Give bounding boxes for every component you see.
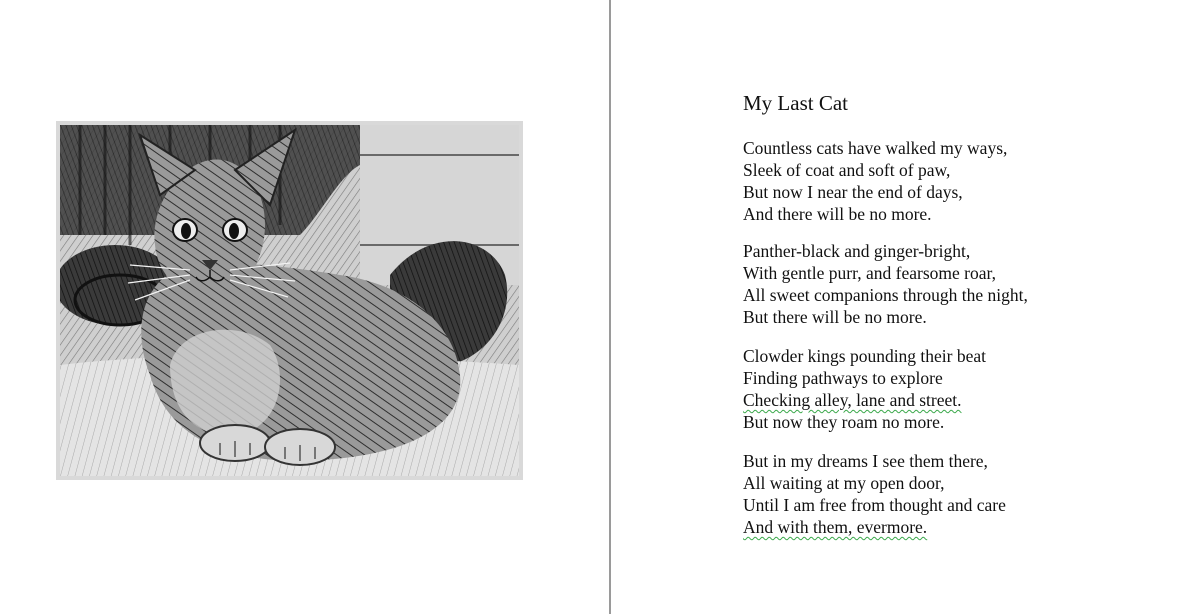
poem-line: But in my dreams I see them there, [743,451,988,471]
poem-line: Finding pathways to explore [743,368,943,388]
poem-line: Sleek of coat and soft of paw, [743,160,951,180]
poem-line: Panther-black and ginger-bright, [743,241,971,261]
poem-line: Until I am free from thought and care [743,495,1006,515]
tabby-cat-sketch-icon [60,125,519,476]
poem-line: Countless cats have walked my ways, [743,138,1008,158]
poem-line: And there will be no more. [743,204,932,224]
poem-line: With gentle purr, and fearsome roar, [743,263,996,283]
poem-line-spellcheck: And with them, evermore. [743,517,928,537]
poem-line: But there will be no more. [743,307,927,327]
poem-line: All waiting at my open door, [743,473,945,493]
poem-title: My Last Cat [743,91,848,115]
poem-line-spellcheck: Checking alley, lane and street. [743,390,962,410]
poem-line: But now they roam no more. [743,412,945,432]
poem-line: All sweet companions through the night, [743,285,1028,305]
cat-illustration [56,121,523,480]
poem-line: Clowder kings pounding their beat [743,346,987,366]
poem-line: But now I near the end of days, [743,182,963,202]
